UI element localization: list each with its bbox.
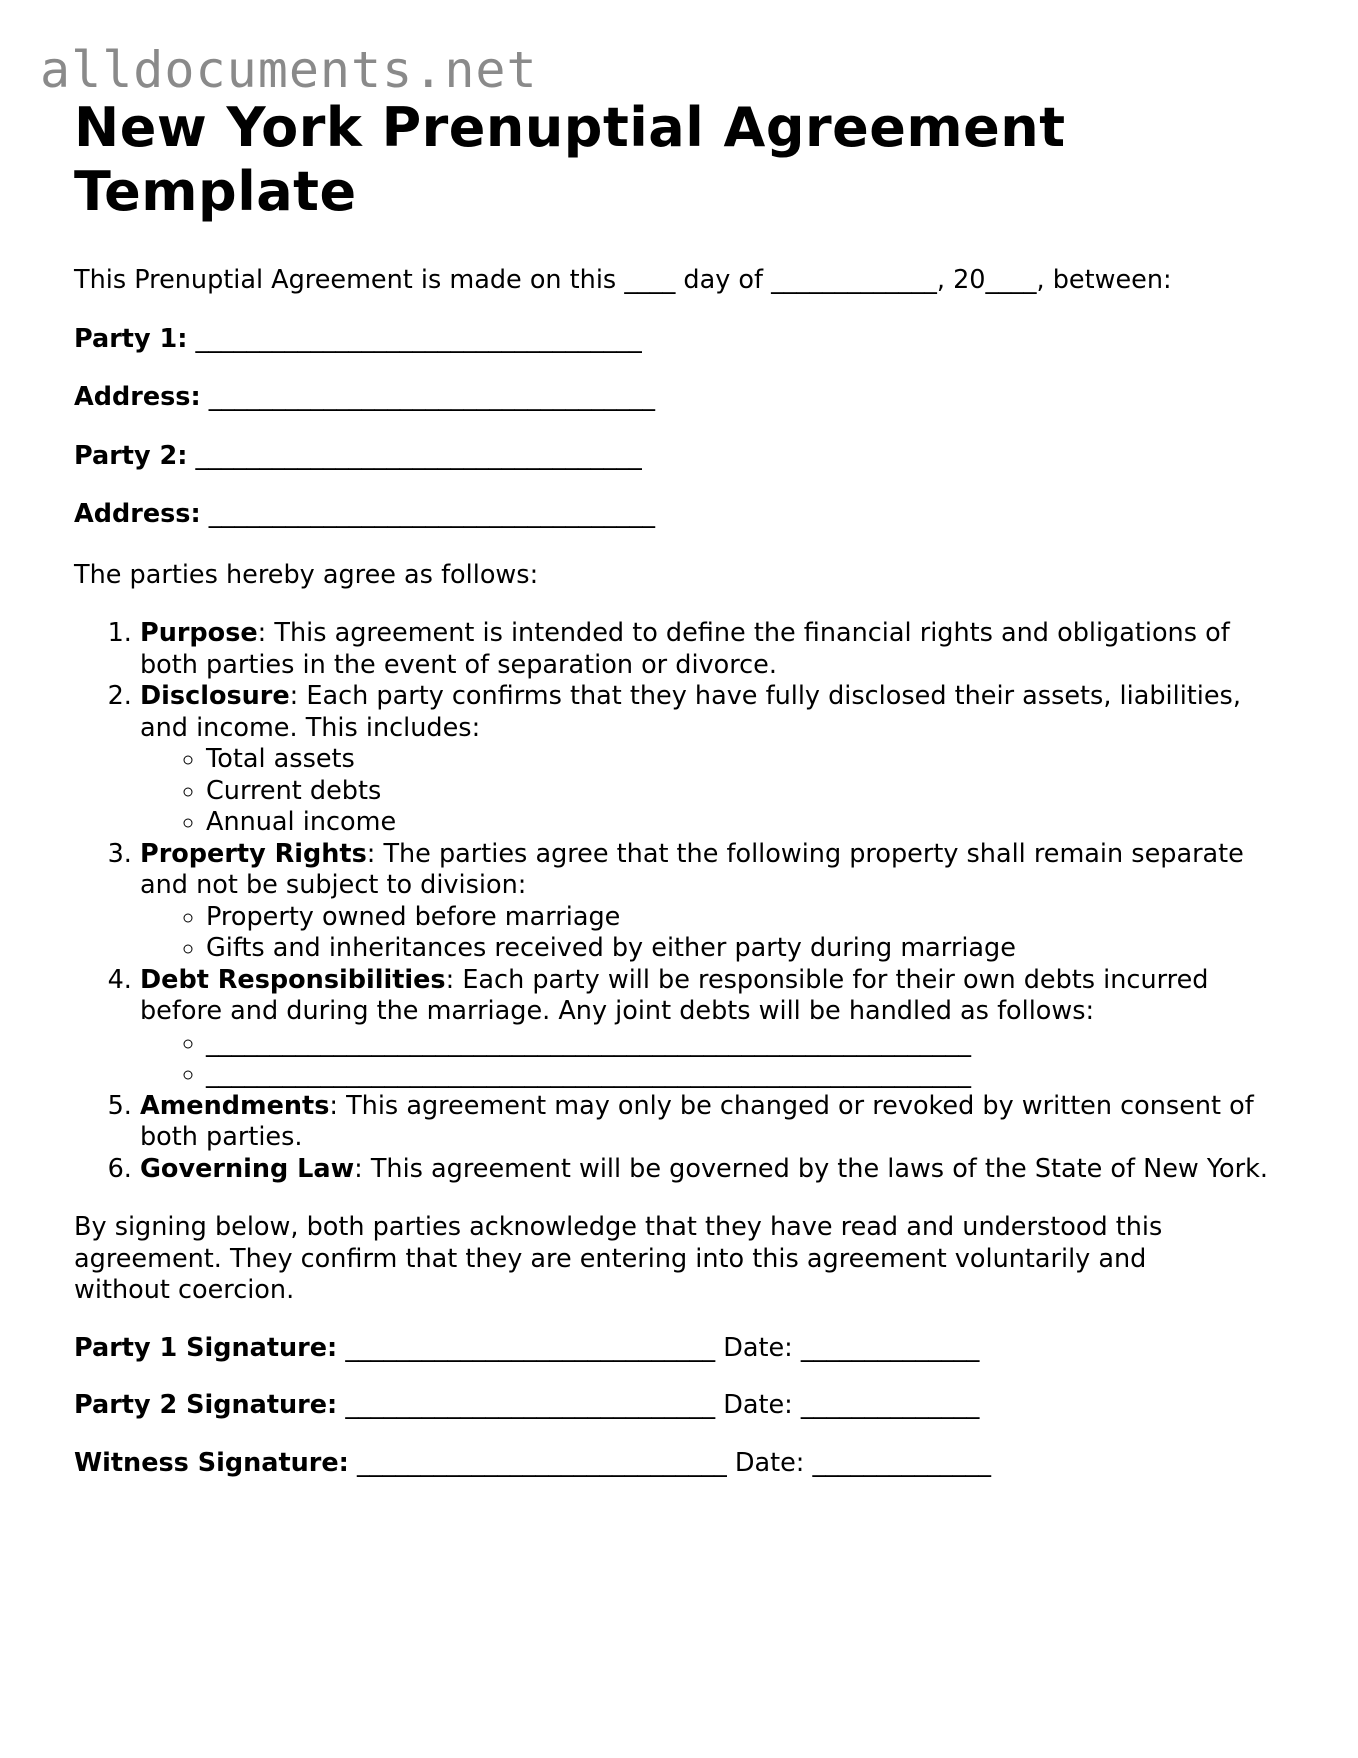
term-heading: Purpose	[140, 618, 258, 648]
party-1-address-label: Address:	[74, 382, 201, 412]
party-2-label: Party 2:	[74, 440, 188, 471]
term-heading: Amendments	[140, 1090, 330, 1121]
signature-label: Party 1 Signature:	[74, 1332, 338, 1363]
sublist-item: ◦ Property owned before marriage	[206, 902, 1284, 934]
term-governing-law	[140, 1154, 1284, 1186]
party-2-address-label: Address:	[74, 499, 201, 529]
sublist-item: ◦ Current debts	[206, 776, 1284, 808]
closing-paragraph: By signing below, both parties acknowledge that they have read and understood this agreement. They confirm that they are entering into this agreement voluntarily and without coercion.	[74, 1212, 1163, 1305]
term-amendments	[140, 1091, 1284, 1154]
term-text: : The parties agree that the following property shall remain separate and not be subject to division:	[140, 838, 1244, 900]
date-label: Date:	[734, 1447, 805, 1478]
joint-debts-sublist	[140, 1028, 1284, 1091]
party-1-field	[74, 324, 1284, 356]
term-debt-responsibilities	[140, 965, 1284, 1091]
property-sublist	[140, 902, 1284, 965]
party-1-label: Party 1:	[74, 323, 188, 354]
party-2-field	[74, 441, 1284, 473]
party-1-address-field	[74, 382, 1284, 414]
term-text: : This agreement may only be changed or revoked by written consent of both parties.	[140, 1090, 1254, 1152]
party-1-address-blank[interactable]: ___________________________________	[208, 382, 656, 412]
sublist-item: ◦ Annual income	[206, 807, 1284, 839]
intro-paragraph: This Prenuptial Agreement is made on this ____ day of _____________, 20____, between:	[74, 265, 1172, 295]
document-title: New York Prenuptial Agreement Template	[74, 96, 1066, 223]
date-label: Date:	[723, 1390, 793, 1420]
term-heading: Debt Responsibilities	[140, 964, 446, 995]
date-blank[interactable]: ______________	[812, 1447, 991, 1478]
party-2-blank[interactable]: ___________________________________	[195, 440, 642, 471]
date-blank[interactable]: ______________	[800, 1332, 980, 1363]
joint-debt-blank[interactable]: ◦ ____________________________________________________________	[206, 1059, 1284, 1091]
witness-signature-line	[74, 1448, 1284, 1480]
term-property-rights	[140, 839, 1284, 965]
term-text: : Each party confirms that they have fully disclosed their assets, liabilities, and income. This includes:	[140, 681, 1241, 743]
term-heading: Disclosure	[140, 681, 290, 711]
term-text: : Each party will be responsible for their own debts incurred before and during the marriage. Any joint debts will be handled as follows:	[140, 964, 1209, 1026]
signature-label: Party 2 Signature:	[74, 1390, 338, 1420]
agreement-lead-in: The parties hereby agree as follows:	[74, 559, 539, 590]
term-purpose	[140, 618, 1284, 681]
date-blank[interactable]: ______________	[800, 1390, 980, 1420]
term-text: : This agreement will be governed by the laws of the State of New York.	[354, 1153, 1268, 1184]
term-heading: Property Rights	[140, 838, 367, 869]
sublist-item: ◦ Total assets	[206, 744, 1284, 776]
party-2-address-blank[interactable]: ___________________________________	[208, 499, 656, 529]
party-1-blank[interactable]: ___________________________________	[195, 323, 642, 354]
document-page	[74, 96, 1284, 1479]
party-2-address-field	[74, 499, 1284, 531]
joint-debt-blank[interactable]: ◦ ____________________________________________________________	[206, 1028, 1284, 1060]
terms-list	[74, 618, 1284, 1185]
disclosure-sublist	[140, 744, 1284, 839]
party-2-signature-line	[74, 1390, 1284, 1422]
date-label: Date:	[723, 1332, 793, 1363]
term-disclosure	[140, 681, 1284, 839]
party-1-signature-line	[74, 1333, 1284, 1365]
sublist-item: ◦ Gifts and inheritances received by either party during marriage	[206, 933, 1284, 965]
signature-label: Witness Signature:	[74, 1447, 349, 1478]
term-heading: Governing Law	[140, 1153, 355, 1184]
signature-blank[interactable]: _____________________________	[356, 1447, 727, 1478]
term-text: : This agreement is intended to define the financial rights and obligations of both parties in the event of separation or divorce.	[140, 618, 1230, 680]
watermark: alldocuments.net	[40, 41, 538, 99]
signature-blank[interactable]: _____________________________	[345, 1390, 716, 1420]
signature-blank[interactable]: _____________________________	[345, 1332, 716, 1363]
